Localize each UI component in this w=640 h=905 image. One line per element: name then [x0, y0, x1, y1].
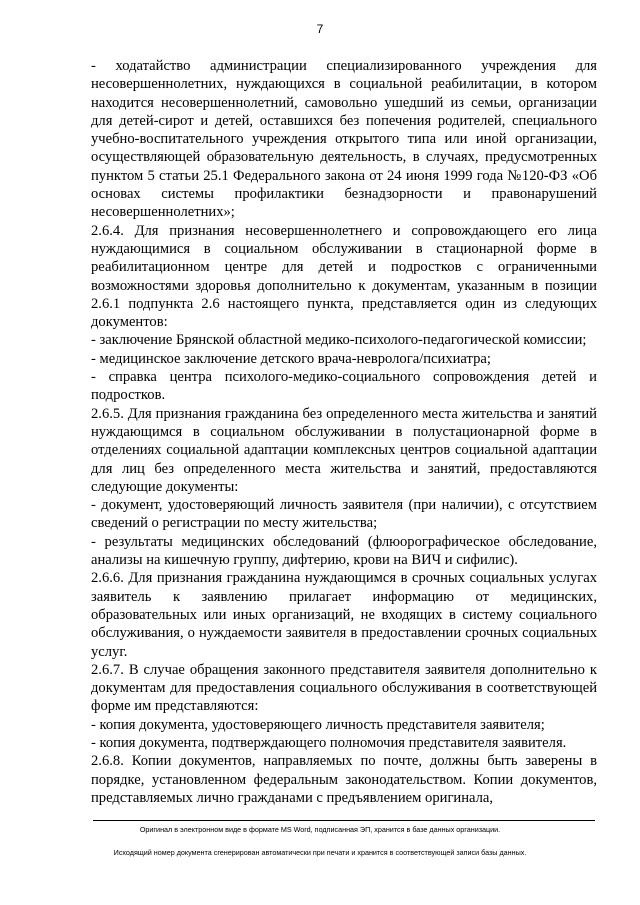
document-body — [91, 57, 597, 807]
page-number: 7 — [316, 22, 324, 36]
list-item-representative-authority: - копия документа, подтверждающего полномочия представителя заявителя. — [91, 734, 567, 751]
list-item-representative-id: - копия документа, удостоверяющего личность представителя заявителя; — [91, 716, 545, 733]
paragraph-2-6-5: 2.6.5. Для признания гражданина без определенного места жительства и занятий нуждающимся в социальном обслуживании в полустационарной форме в отделениях социальной адаптации комплексных центров социальной адаптации для лиц без определенного места жительства и занятий, предоставляются следующие документы: — [91, 405, 597, 495]
list-item-commission: - заключение Брянской областной медико-психолого-педагогической комиссии; — [91, 332, 587, 349]
list-item-medical-results: - результаты медицинских обследований (флюорографическое обследование, анализы на кишечную группу, дифтерию, крови на ВИЧ и сифилис). — [91, 533, 597, 569]
paragraph-2-6-8: 2.6.8. Копии документов, направляемых по почте, должны быть заверены в порядке, установленном федеральным законодательством. Копии документов, представляемых лично гражданами с предъявлением оригинала, — [91, 753, 597, 806]
footer-divider — [93, 820, 595, 821]
footer-note-number: Исходящий номер документа сгенерирован автоматически при печати и хранится в соответствующей записи базы данных. — [113, 848, 527, 857]
list-item-identity-document: - документ, удостоверяющий личность заявителя (при наличии), с отсутствием сведений о регистрации по месту жительства; — [91, 497, 597, 532]
paragraph-2-6-6: 2.6.6. Для признания гражданина нуждающимся в срочных социальных услугах заявитель к заявлению прилагает информацию от медицинских, образовательных или иных организаций, не входящих в систему социального обслуживания, о нуждаемости заявителя в предоставлении срочных социальных услуг. — [91, 570, 597, 660]
list-item-center-certificate: - справка центра психолого-медико-социального сопровождения детей и подростков. — [91, 369, 597, 404]
list-item-medical-conclusion: - медицинское заключение детского врача-невролога/психиатра; — [91, 350, 491, 367]
paragraph-2-6-7: 2.6.7. В случае обращения законного представителя заявителя дополнительно к документам для предоставления социального обслуживания в соответствующей форме им представляются: — [91, 661, 597, 715]
paragraph-2-6-4: 2.6.4. Для признания несовершеннолетнего и сопровождающего его лица нуждающимися в социальном обслуживании в стационарной форме в реабилитационном центре для детей и подростков с ограниченными возможностями здоровья дополнительно к документам, указанным в позиции 2.6.1 подпункта 2.6 настоящего пункта, представляется один из следующих документов: — [91, 222, 597, 331]
footer-note-original: Оригинал в электронном виде в формате MS Word, подписанная ЭП, хранится в базе данных организации. — [139, 825, 501, 834]
paragraph-petition: - ходатайство администрации специализированного учреждения для несовершеннолетних, нуждающихся в социальной реабилитации, в котором находится несовершеннолетний, самовольно ушедший из семьи, организации для детей-сирот и детей, оставшихся без попечения родителей, специального учебно-воспитательного учреждения открытого типа или иной организации, осуществляющей образовательную деятельность, в случаях, предусмотренных пунктом 5 статьи 25.1 Федерального закона от 24 июня 1999 года №120-ФЗ «Об основах системы профилактики безнадзорности и правонарушений несовершеннолетних»; — [91, 58, 597, 221]
